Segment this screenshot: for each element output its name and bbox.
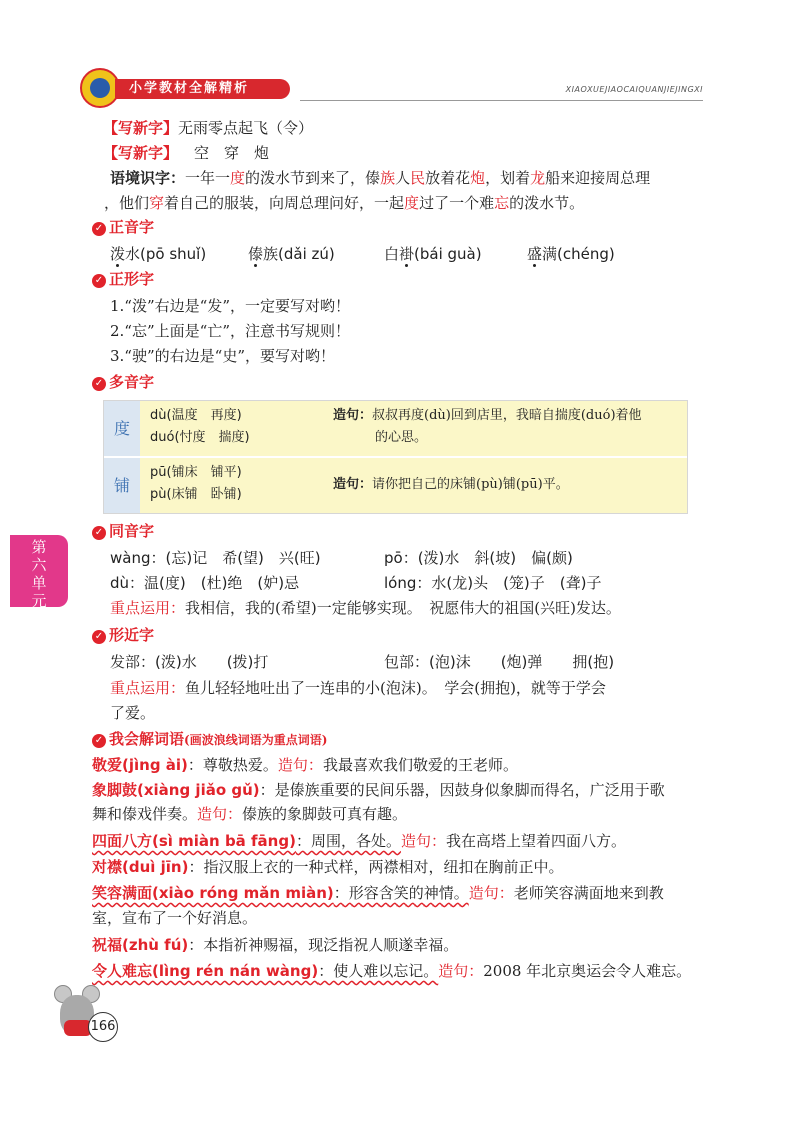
context-line-1: 语境识字：一年一度的泼水节到来了，傣族人民放着花炮，划着龙船来迎接周总理: [110, 169, 651, 187]
homophone-row: lóng：水(龙)头 (笼)子 (聋)子: [384, 574, 602, 592]
check-icon: ✓: [92, 377, 106, 391]
poly-row: pū(铺床 铺平) pù(床铺 卧铺) 造句：请你把自己的床铺(pù)铺(pū)平。: [140, 458, 687, 513]
pronounce-item: 傣族(dǎi zú): [248, 245, 335, 263]
similar-usage-cont: 了爱。: [110, 704, 156, 722]
write-new-line-1: [103, 116, 313, 140]
check-icon: ✓: [92, 630, 106, 644]
homophone-row: dù：温(度) (杜)绝 (妒)忌: [110, 574, 300, 592]
unit-side-tab: 第 六 单 元: [10, 535, 68, 607]
pronounce-item: 白褂(bái guà): [384, 245, 482, 263]
similar-row: 发部：(泼)水 (拨)打: [110, 653, 269, 671]
header-subtitle: XIAOXUEJIAOCAIQUANJIEJINGXI: [565, 85, 703, 94]
section-form: ✓ 正形字: [92, 268, 154, 290]
pronounce-item: 泼水(pō shuǐ): [110, 245, 207, 263]
write-new-text: 空 穿 炮: [194, 144, 270, 162]
poly-char: 度: [104, 401, 140, 457]
write-new-tag: 【写新字】: [103, 144, 179, 162]
vocab-item-cont: 舞和傣戏伴奏。造句：傣族的象脚鼓可真有趣。: [92, 805, 408, 823]
pronounce-item: 盛满(chéng): [527, 245, 615, 263]
write-new-line-2: [103, 141, 269, 165]
check-icon: ✓: [92, 734, 106, 748]
page-number: 166: [88, 1012, 118, 1042]
check-icon: ✓: [92, 274, 106, 288]
section-similar: ✓ 形近字: [92, 624, 154, 646]
polyphone-table: [103, 400, 688, 514]
form-item: 3.“驶”的右边是“史”，要写对哟！: [110, 347, 335, 365]
context-label: 语境识字：: [110, 169, 186, 187]
section-poly: ✓ 多音字: [92, 371, 154, 393]
homophone-usage: 重点运用：我相信，我的(希望)一定能够实现。 祝愿伟大的祖国(兴旺)发达。: [110, 599, 621, 617]
context-line-2: ，他们穿着自己的服装，向周总理问好，一起度过了一个难忘的泼水节。: [104, 194, 585, 212]
header-title: 小学教材全解精析: [115, 79, 290, 99]
form-item: 2.“忘”上面是“亡”，注意书写规则！: [110, 322, 350, 340]
section-vocab: ✓ 我会解词语(画波浪线词语为重点词语): [92, 728, 327, 751]
header-divider: [300, 100, 703, 101]
section-pronounce: ✓ 正音字: [92, 216, 154, 238]
vocab-item: 令人难忘(lìng rén nán wàng)：使人难以忘记。造句：2008 年北京奥运会令人难忘。: [92, 962, 692, 980]
similar-usage: 重点运用：鱼儿轻轻地吐出了一连串的小(泡沫)。 学会(拥抱)，就等于学会: [110, 679, 606, 697]
section-homophone: ✓ 同音字: [92, 520, 154, 542]
similar-row: 包部：(泡)沫 (炮)弹 拥(抱): [384, 653, 615, 671]
poly-char: 铺: [104, 458, 140, 513]
vocab-item: 四面八方(sì miàn bā fāng)：周围，各处。造句：我在高塔上望着四面八方。: [92, 832, 626, 850]
vocab-item: 对襟(duì jīn)：指汉服上衣的一种式样，两襟相对，纽扣在胸前正中。: [92, 858, 564, 876]
vocab-item-cont: 室，宣布了一个好消息。: [92, 909, 258, 927]
check-icon: ✓: [92, 222, 106, 236]
vocab-item: 象脚鼓(xiàng jiǎo gǔ)：是傣族重要的民间乐器，因鼓身似象脚而得名，广泛用于歌: [92, 781, 665, 799]
write-new-text: 无雨零点起飞（令）: [178, 119, 314, 137]
homophone-row: wàng：(忘)记 希(望) 兴(旺): [110, 549, 321, 567]
publisher-logo: [80, 68, 120, 108]
vocab-item: 祝福(zhù fú)：本指祈神赐福，现泛指祝人顺遂幸福。: [92, 936, 459, 954]
write-new-tag: 【写新字】: [103, 119, 179, 137]
check-icon: ✓: [92, 526, 106, 540]
homophone-row: pō：(泼)水 斜(坡) 偏(颇): [384, 549, 573, 567]
form-item: 1.“泼”右边是“发”，一定要写对哟！: [110, 297, 350, 315]
poly-row: dù(温度 再度) duó(忖度 揣度) 造句：叔叔再度(dù)回到店里，我暗自揣度(duó)着他 的心思。: [140, 401, 687, 457]
vocab-item: 敬爱(jìng ài)：尊敬热爱。造句：我最喜欢我们敬爱的王老师。: [92, 756, 518, 774]
vocab-item: 笑容满面(xiào róng mǎn miàn)：形容含笑的神情。造句：老师笑容满面地来到教: [92, 884, 664, 902]
